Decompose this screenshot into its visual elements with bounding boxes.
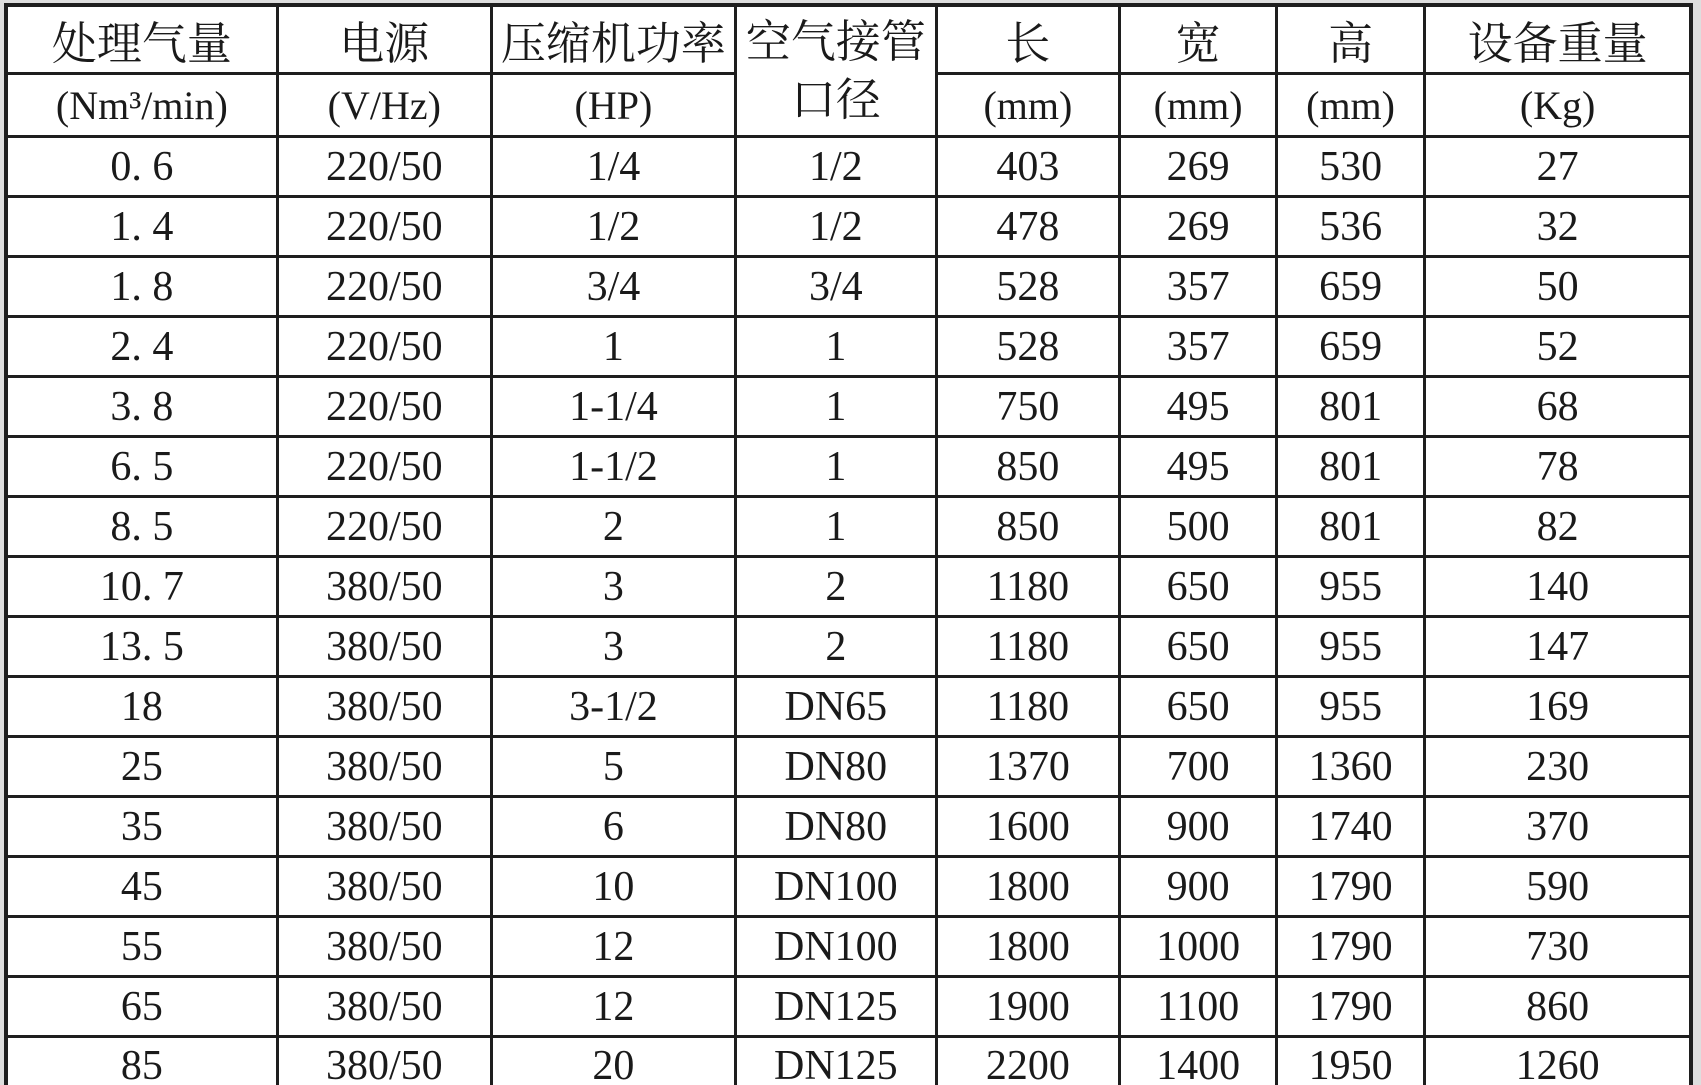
table-cell-air_pipe_diameter: 1/2 — [736, 137, 937, 197]
table-cell-compressor_power: 5 — [491, 737, 735, 797]
table-cell-power_supply: 380/50 — [277, 857, 491, 917]
table-row — [6, 197, 1691, 257]
col-header-capacity: 处理气量 — [6, 5, 277, 74]
table-row — [6, 437, 1691, 497]
table-cell-power_supply: 380/50 — [277, 737, 491, 797]
table-cell-height: 1360 — [1276, 737, 1424, 797]
table-cell-length: 1900 — [936, 977, 1120, 1037]
table-cell-weight: 82 — [1425, 497, 1691, 557]
table-cell-air_pipe_diameter: DN65 — [736, 677, 937, 737]
table-cell-weight: 50 — [1425, 257, 1691, 317]
table-cell-weight: 730 — [1425, 917, 1691, 977]
table-cell-power_supply: 380/50 — [277, 677, 491, 737]
table-cell-length: 2200 — [936, 1037, 1120, 1085]
table-cell-air_pipe_diameter: 3/4 — [736, 257, 937, 317]
table-cell-weight: 230 — [1425, 737, 1691, 797]
table-cell-capacity: 55 — [6, 917, 277, 977]
table-cell-width: 650 — [1120, 557, 1277, 617]
table-cell-height: 1790 — [1276, 917, 1424, 977]
table-cell-length: 1370 — [936, 737, 1120, 797]
table-row — [6, 377, 1691, 437]
table-row — [6, 917, 1691, 977]
table-row — [6, 497, 1691, 557]
col-unit-length: (mm) — [936, 74, 1120, 137]
table-cell-air_pipe_diameter: 1/2 — [736, 197, 937, 257]
table-cell-capacity: 0. 6 — [6, 137, 277, 197]
table-cell-height: 955 — [1276, 617, 1424, 677]
table-cell-width: 900 — [1120, 797, 1277, 857]
table-cell-air_pipe_diameter: DN100 — [736, 917, 937, 977]
table-cell-weight: 1260 — [1425, 1037, 1691, 1085]
table-cell-power_supply: 380/50 — [277, 1037, 491, 1085]
table-cell-compressor_power: 1 — [491, 317, 735, 377]
table-row — [6, 317, 1691, 377]
table-row — [6, 677, 1691, 737]
table-cell-power_supply: 380/50 — [277, 617, 491, 677]
table-cell-capacity: 65 — [6, 977, 277, 1037]
table-row — [6, 137, 1691, 197]
table-cell-compressor_power: 3-1/2 — [491, 677, 735, 737]
table-cell-air_pipe_diameter: 1 — [736, 437, 937, 497]
table-cell-power_supply: 220/50 — [277, 497, 491, 557]
table-cell-height: 955 — [1276, 677, 1424, 737]
table-cell-compressor_power: 20 — [491, 1037, 735, 1085]
table-cell-weight: 78 — [1425, 437, 1691, 497]
table-cell-capacity: 8. 5 — [6, 497, 277, 557]
table-cell-power_supply: 220/50 — [277, 257, 491, 317]
table-cell-power_supply: 220/50 — [277, 377, 491, 437]
table-cell-power_supply: 220/50 — [277, 317, 491, 377]
table-header — [6, 5, 1691, 137]
table-cell-width: 700 — [1120, 737, 1277, 797]
col-unit-weight: (Kg) — [1425, 74, 1691, 137]
table-cell-weight: 52 — [1425, 317, 1691, 377]
col-header-height: 高 — [1276, 5, 1424, 74]
table-cell-height: 801 — [1276, 377, 1424, 437]
table-cell-weight: 32 — [1425, 197, 1691, 257]
table-cell-capacity: 2. 4 — [6, 317, 277, 377]
table-cell-compressor_power: 1-1/4 — [491, 377, 735, 437]
table-cell-width: 1400 — [1120, 1037, 1277, 1085]
table-row — [6, 857, 1691, 917]
col-unit-power-supply: (V/Hz) — [277, 74, 491, 137]
table-cell-length: 1180 — [936, 617, 1120, 677]
table-row — [6, 797, 1691, 857]
col-unit-capacity: (Nm³/min) — [6, 74, 277, 137]
table-cell-height: 1790 — [1276, 977, 1424, 1037]
table-cell-width: 1000 — [1120, 917, 1277, 977]
table-cell-width: 495 — [1120, 377, 1277, 437]
spec-table — [4, 3, 1693, 1085]
table-cell-height: 530 — [1276, 137, 1424, 197]
table-cell-power_supply: 220/50 — [277, 137, 491, 197]
table-cell-compressor_power: 12 — [491, 977, 735, 1037]
table-cell-length: 1180 — [936, 677, 1120, 737]
table-cell-height: 1740 — [1276, 797, 1424, 857]
table-cell-power_supply: 220/50 — [277, 197, 491, 257]
table-cell-height: 659 — [1276, 257, 1424, 317]
table-cell-length: 850 — [936, 497, 1120, 557]
col-header-compressor-power: 压缩机功率 — [491, 5, 735, 74]
table-cell-capacity: 25 — [6, 737, 277, 797]
table-row — [6, 617, 1691, 677]
table-row — [6, 1037, 1691, 1085]
col-unit-width: (mm) — [1120, 74, 1277, 137]
table-cell-air_pipe_diameter: 1 — [736, 497, 937, 557]
table-cell-width: 650 — [1120, 617, 1277, 677]
table-cell-compressor_power: 3/4 — [491, 257, 735, 317]
col-header-weight: 设备重量 — [1425, 5, 1691, 74]
table-cell-width: 900 — [1120, 857, 1277, 917]
table-row — [6, 257, 1691, 317]
table-cell-height: 536 — [1276, 197, 1424, 257]
table-cell-compressor_power: 12 — [491, 917, 735, 977]
air-pipe-title-line1: 空气接管 — [745, 16, 926, 67]
table-cell-width: 495 — [1120, 437, 1277, 497]
table-cell-length: 528 — [936, 257, 1120, 317]
table-cell-compressor_power: 3 — [491, 557, 735, 617]
table-cell-capacity: 10. 7 — [6, 557, 277, 617]
table-cell-air_pipe_diameter: 2 — [736, 557, 937, 617]
table-cell-width: 357 — [1120, 257, 1277, 317]
table-cell-length: 1180 — [936, 557, 1120, 617]
table-cell-weight: 860 — [1425, 977, 1691, 1037]
table-cell-capacity: 3. 8 — [6, 377, 277, 437]
table-cell-length: 403 — [936, 137, 1120, 197]
table-cell-capacity: 45 — [6, 857, 277, 917]
header-title-row — [6, 5, 1691, 74]
table-cell-weight: 169 — [1425, 677, 1691, 737]
col-header-length: 长 — [936, 5, 1120, 74]
table-cell-width: 1100 — [1120, 977, 1277, 1037]
table-body — [6, 137, 1691, 1085]
table-cell-height: 801 — [1276, 497, 1424, 557]
table-cell-compressor_power: 10 — [491, 857, 735, 917]
table-cell-air_pipe_diameter: DN80 — [736, 797, 937, 857]
table-cell-capacity: 1. 4 — [6, 197, 277, 257]
table-cell-length: 528 — [936, 317, 1120, 377]
table-cell-length: 1600 — [936, 797, 1120, 857]
table-cell-length: 1800 — [936, 857, 1120, 917]
table-cell-power_supply: 380/50 — [277, 797, 491, 857]
table-cell-height: 955 — [1276, 557, 1424, 617]
table-cell-height: 1790 — [1276, 857, 1424, 917]
table-cell-length: 478 — [936, 197, 1120, 257]
table-cell-weight: 140 — [1425, 557, 1691, 617]
table-row — [6, 737, 1691, 797]
table-cell-air_pipe_diameter: 1 — [736, 317, 937, 377]
table-cell-weight: 147 — [1425, 617, 1691, 677]
table-cell-height: 659 — [1276, 317, 1424, 377]
table-cell-compressor_power: 1-1/2 — [491, 437, 735, 497]
table-cell-weight: 27 — [1425, 137, 1691, 197]
table-cell-capacity: 85 — [6, 1037, 277, 1085]
col-header-width: 宽 — [1120, 5, 1277, 74]
table-cell-power_supply: 220/50 — [277, 437, 491, 497]
table-cell-capacity: 13. 5 — [6, 617, 277, 677]
table-cell-air_pipe_diameter: DN125 — [736, 1037, 937, 1085]
table-cell-power_supply: 380/50 — [277, 977, 491, 1037]
table-cell-width: 650 — [1120, 677, 1277, 737]
table-cell-length: 750 — [936, 377, 1120, 437]
table-cell-weight: 370 — [1425, 797, 1691, 857]
table-cell-air_pipe_diameter: 1 — [736, 377, 937, 437]
table-cell-air_pipe_diameter: 2 — [736, 617, 937, 677]
table-cell-compressor_power: 1/2 — [491, 197, 735, 257]
table-cell-capacity: 35 — [6, 797, 277, 857]
table-cell-compressor_power: 6 — [491, 797, 735, 857]
table-cell-height: 801 — [1276, 437, 1424, 497]
table-cell-air_pipe_diameter: DN80 — [736, 737, 937, 797]
col-header-air-pipe-diameter — [736, 5, 937, 137]
table-cell-capacity: 1. 8 — [6, 257, 277, 317]
table-cell-compressor_power: 1/4 — [491, 137, 735, 197]
air-pipe-title-line2: 口径 — [790, 75, 881, 125]
table-cell-capacity: 18 — [6, 677, 277, 737]
table-row — [6, 977, 1691, 1037]
col-unit-height: (mm) — [1276, 74, 1424, 137]
table-cell-width: 269 — [1120, 137, 1277, 197]
table-cell-capacity: 6. 5 — [6, 437, 277, 497]
table-row — [6, 557, 1691, 617]
table-cell-length: 850 — [936, 437, 1120, 497]
table-cell-width: 357 — [1120, 317, 1277, 377]
table-cell-width: 269 — [1120, 197, 1277, 257]
col-unit-compressor-power: (HP) — [491, 74, 735, 137]
table-cell-weight: 590 — [1425, 857, 1691, 917]
table-cell-power_supply: 380/50 — [277, 557, 491, 617]
table-cell-compressor_power: 3 — [491, 617, 735, 677]
col-header-power-supply: 电源 — [277, 5, 491, 74]
table-cell-weight: 68 — [1425, 377, 1691, 437]
table-cell-length: 1800 — [936, 917, 1120, 977]
table-cell-width: 500 — [1120, 497, 1277, 557]
table-cell-air_pipe_diameter: DN125 — [736, 977, 937, 1037]
table-cell-air_pipe_diameter: DN100 — [736, 857, 937, 917]
table-cell-height: 1950 — [1276, 1037, 1424, 1085]
table-cell-power_supply: 380/50 — [277, 917, 491, 977]
table-cell-compressor_power: 2 — [491, 497, 735, 557]
